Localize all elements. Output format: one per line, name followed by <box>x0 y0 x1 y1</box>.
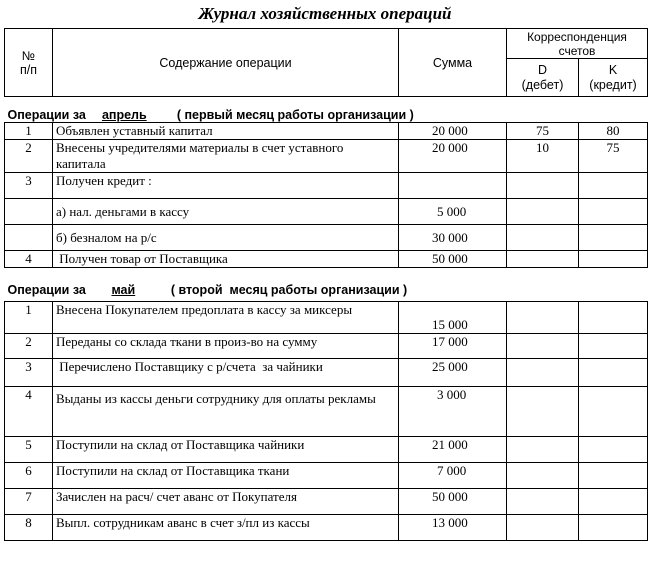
table-row: 3 Получен кредит : <box>5 173 648 199</box>
table-row: 7 Зачислен на расч/ счет аванс от Покупателя 50 000 <box>5 489 648 515</box>
table-row: 6 Поступили на склад от Поставщика ткани 7 000 <box>5 463 648 489</box>
journal-title: Журнал хозяйственных операций <box>198 4 452 23</box>
table-row: 1 Внесена Покупателем предоплата в кассу за миксеры 15 000 <box>5 302 648 334</box>
header-sum: Сумма <box>399 29 507 97</box>
section-may-heading: Операции за май ( второй месяц работы организации ) <box>5 268 648 302</box>
section-april-month: апрель <box>101 108 147 122</box>
table-row: 2 Внесены учредителями материалы в счет уставного капитала 20 000 10 75 <box>5 140 648 173</box>
table-row: 2 Переданы со склада ткани в произ-во на сумму 17 000 <box>5 334 648 359</box>
table-row: 5 Поступили на склад от Поставщика чайники 21 000 <box>5 437 648 463</box>
table-row: 3 Перечислено Поставщику с р/счета за чайники 25 000 <box>5 359 648 387</box>
header-credit: K (кредит) <box>579 59 648 97</box>
table-row: 4 Выданы из кассы деньги сотруднику для оплаты рекламы 3 000 <box>5 387 648 437</box>
header-content: Содержание операции <box>53 29 399 97</box>
table-row: 1 Объявлен уставный капитал 20 000 75 80 <box>5 123 648 140</box>
header-correspondence: Корреспонденция счетов <box>507 29 648 59</box>
table-row: 4 Получен товар от Поставщика 50 000 <box>5 251 648 268</box>
section-april-heading: Операции за апрель ( первый месяц работы организации ) <box>5 97 648 123</box>
table-row: б) безналом на р/с 30 000 <box>5 225 648 251</box>
table-row: а) нал. деньгами в кассу 5 000 <box>5 199 648 225</box>
section-may-month: май <box>111 283 136 297</box>
header-debit: D (дебет) <box>507 59 579 97</box>
header-num: № п/п <box>5 29 53 97</box>
header-row <box>5 29 648 59</box>
journal-table <box>4 28 648 541</box>
table-row: 8 Выпл. сотрудникам аванс в счет з/пл из кассы 13 000 <box>5 515 648 541</box>
